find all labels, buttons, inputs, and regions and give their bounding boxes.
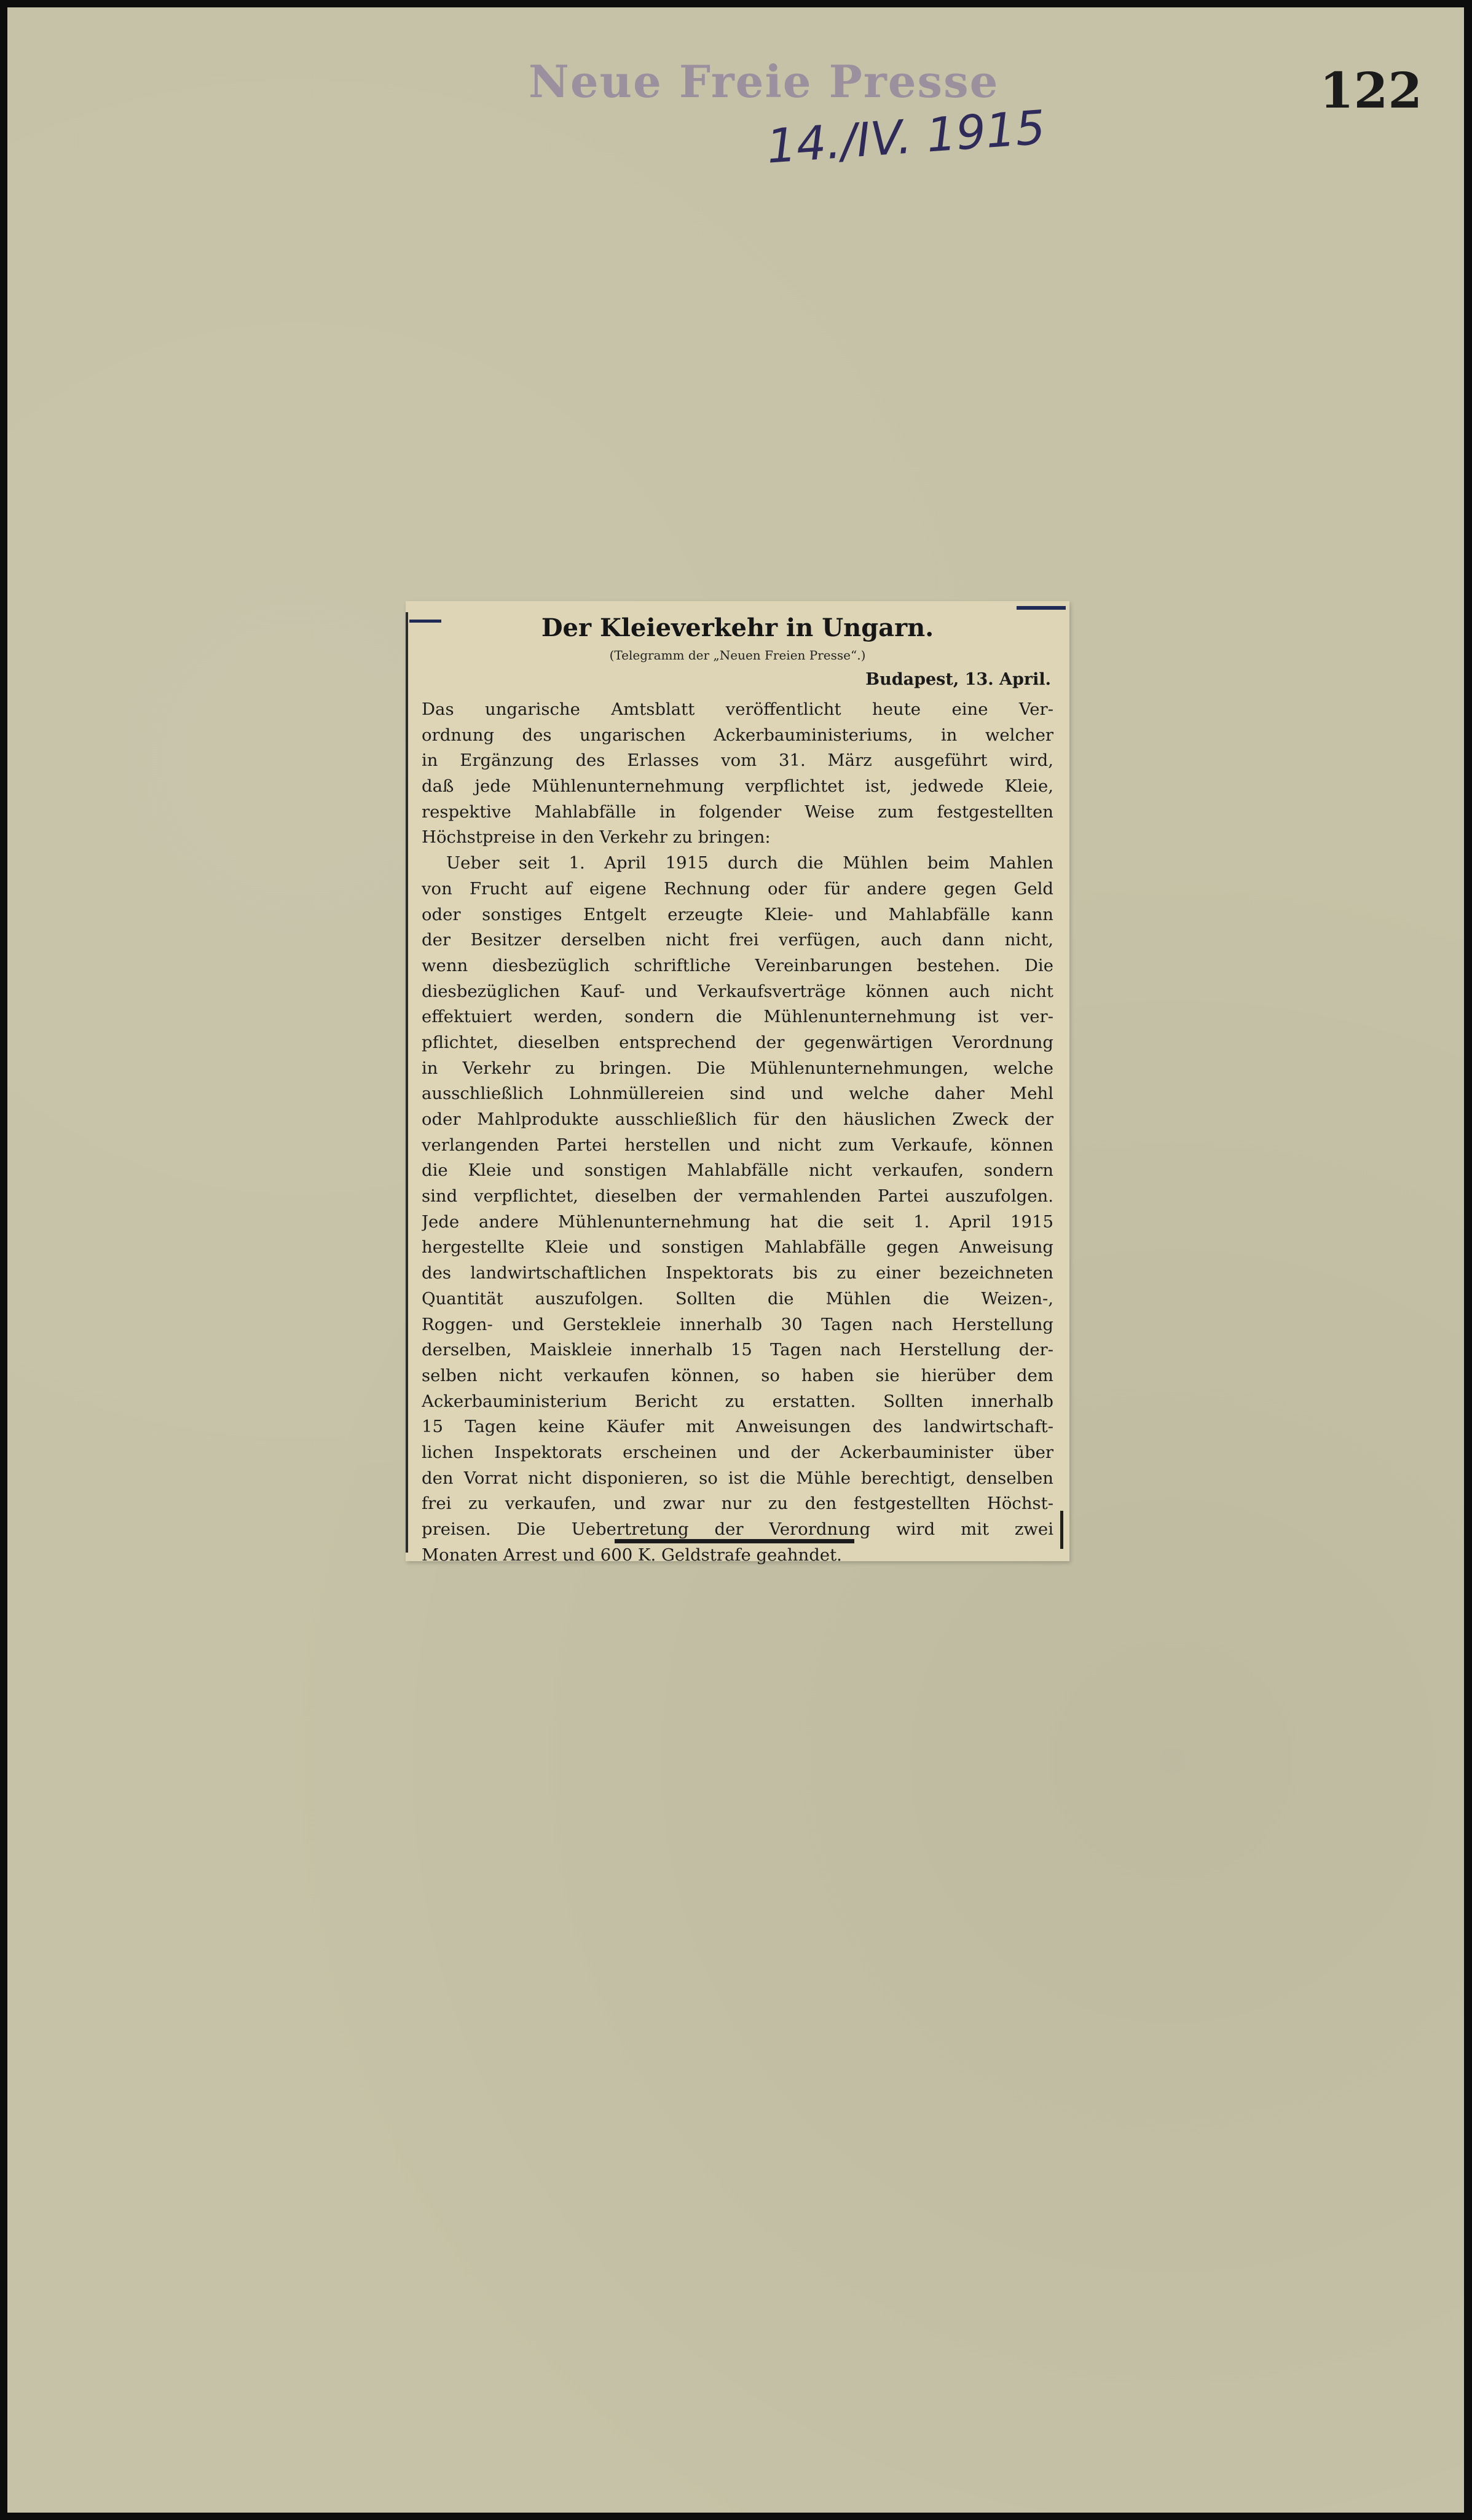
article-line: der Besitzer derselben nicht frei verfügen, auch dann nicht, bbox=[422, 930, 1053, 950]
article-line: des landwirtschaftlichen Inspektorats bis zu einer bezeichneten bbox=[422, 1263, 1053, 1283]
article-line: diesbezüglichen Kauf- und Verkaufsverträge können auch nicht bbox=[422, 981, 1053, 1001]
article-line: Monaten Arrest und 600 K. Geldstrafe geahndet. bbox=[422, 1545, 842, 1565]
article-end-rule bbox=[615, 1539, 854, 1543]
article-line: preisen. Die Uebertretung der Verordnung wird mit zwei bbox=[422, 1519, 1053, 1539]
article-line: daß jede Mühlenunternehmung verpflichtet ist, jedwede Kleie, bbox=[422, 776, 1053, 797]
article-subheadline: (Telegramm der „Neuen Freien Presse“.) bbox=[609, 648, 866, 663]
article-line: von Frucht auf eigene Rechnung oder für andere gegen Geld bbox=[422, 878, 1053, 899]
article-line: Ackerbauministerium Bericht zu erstatten. Sollten innerhalb bbox=[422, 1391, 1053, 1411]
article-line: sind verpflichtet, dieselben der vermahlenden Partei auszufolgen. bbox=[422, 1186, 1053, 1207]
article-dateline: Budapest, 13. April. bbox=[865, 670, 1051, 689]
article-line: selben nicht verkaufen können, so haben sie hierüber dem bbox=[422, 1365, 1053, 1385]
article-line: Quantität auszufolgen. Sollten die Mühlen die Weizen-, bbox=[422, 1288, 1053, 1309]
article-line: Höchstpreise in den Verkehr zu bringen: bbox=[422, 827, 771, 848]
article-line: verlangenden Partei herstellen und nicht zum Verkaufe, können bbox=[422, 1135, 1053, 1155]
article-line: die Kleie und sonstigen Mahlabfälle nicht verkaufen, sondern bbox=[422, 1160, 1053, 1181]
archive-sheet bbox=[7, 7, 1464, 2513]
article-line: lichen Inspektorats erscheinen und der Ackerbauminister über bbox=[422, 1442, 1053, 1462]
page-number: 122 bbox=[1320, 61, 1422, 119]
pencil-mark-top-right bbox=[1017, 606, 1066, 610]
article-line: Roggen- und Gerstekleie innerhalb 30 Tagen nach Herstellung bbox=[422, 1314, 1053, 1334]
handwritten-date: 14./IV. 1915 bbox=[765, 100, 1047, 174]
clipping-edge-right bbox=[1060, 1511, 1063, 1549]
article-line: in Verkehr zu bringen. Die Mühlenunternehmungen, welche bbox=[422, 1058, 1053, 1078]
article-line: oder sonstiges Entgelt erzeugte Kleie- und Mahlabfälle kann bbox=[422, 904, 1053, 924]
article-line: in Ergänzung des Erlasses vom 31. März ausgeführt wird, bbox=[422, 750, 1053, 771]
article-line: hergestellte Kleie und sonstigen Mahlabfälle gegen Anweisung bbox=[422, 1237, 1053, 1258]
article-line: ordnung des ungarischen Ackerbauministeriums, in welcher bbox=[422, 725, 1053, 745]
article-line: wenn diesbezüglich schriftliche Vereinbarungen bestehen. Die bbox=[422, 955, 1053, 975]
article-line: pflichtet, dieselben entsprechend der gegenwärtigen Verordnung bbox=[422, 1032, 1053, 1052]
article-line: Ueber seit 1. April 1915 durch die Mühlen beim Mahlen bbox=[446, 853, 1053, 873]
article-line: Jede andere Mühlenunternehmung hat die seit 1. April 1915 bbox=[422, 1211, 1053, 1232]
article-line: frei zu verkaufen, und zwar nur zu den festgestellten Höchst- bbox=[422, 1494, 1053, 1514]
article-line: oder Mahlprodukte ausschließlich für den häuslichen Zweck der bbox=[422, 1109, 1053, 1129]
article-line: respektive Mahlabfälle in folgender Weise zum festgestellten bbox=[422, 801, 1053, 822]
article-line: derselben, Maiskleie innerhalb 15 Tagen nach Herstellung der- bbox=[422, 1340, 1053, 1360]
article-headline: Der Kleieverkehr in Ungarn. bbox=[541, 613, 934, 642]
article-line: den Vorrat nicht disponieren, so ist die Mühle berechtigt, denselben bbox=[422, 1468, 1053, 1488]
article-line: 15 Tagen keine Käufer mit Anweisungen des landwirtschaft- bbox=[422, 1417, 1053, 1437]
newspaper-clipping bbox=[406, 601, 1069, 1565]
clipping-edge-left bbox=[406, 612, 408, 1553]
article-line: ausschließlich Lohnmüllereien sind und welche daher Mehl bbox=[422, 1084, 1053, 1104]
article-line: effektuiert werden, sondern die Mühlenunternehmung ist ver- bbox=[422, 1007, 1053, 1027]
newspaper-stamp: Neue Freie Presse bbox=[529, 55, 999, 108]
article-body bbox=[422, 697, 1053, 1568]
article-line: Das ungarische Amtsblatt veröffentlicht heute eine Ver- bbox=[422, 699, 1053, 719]
